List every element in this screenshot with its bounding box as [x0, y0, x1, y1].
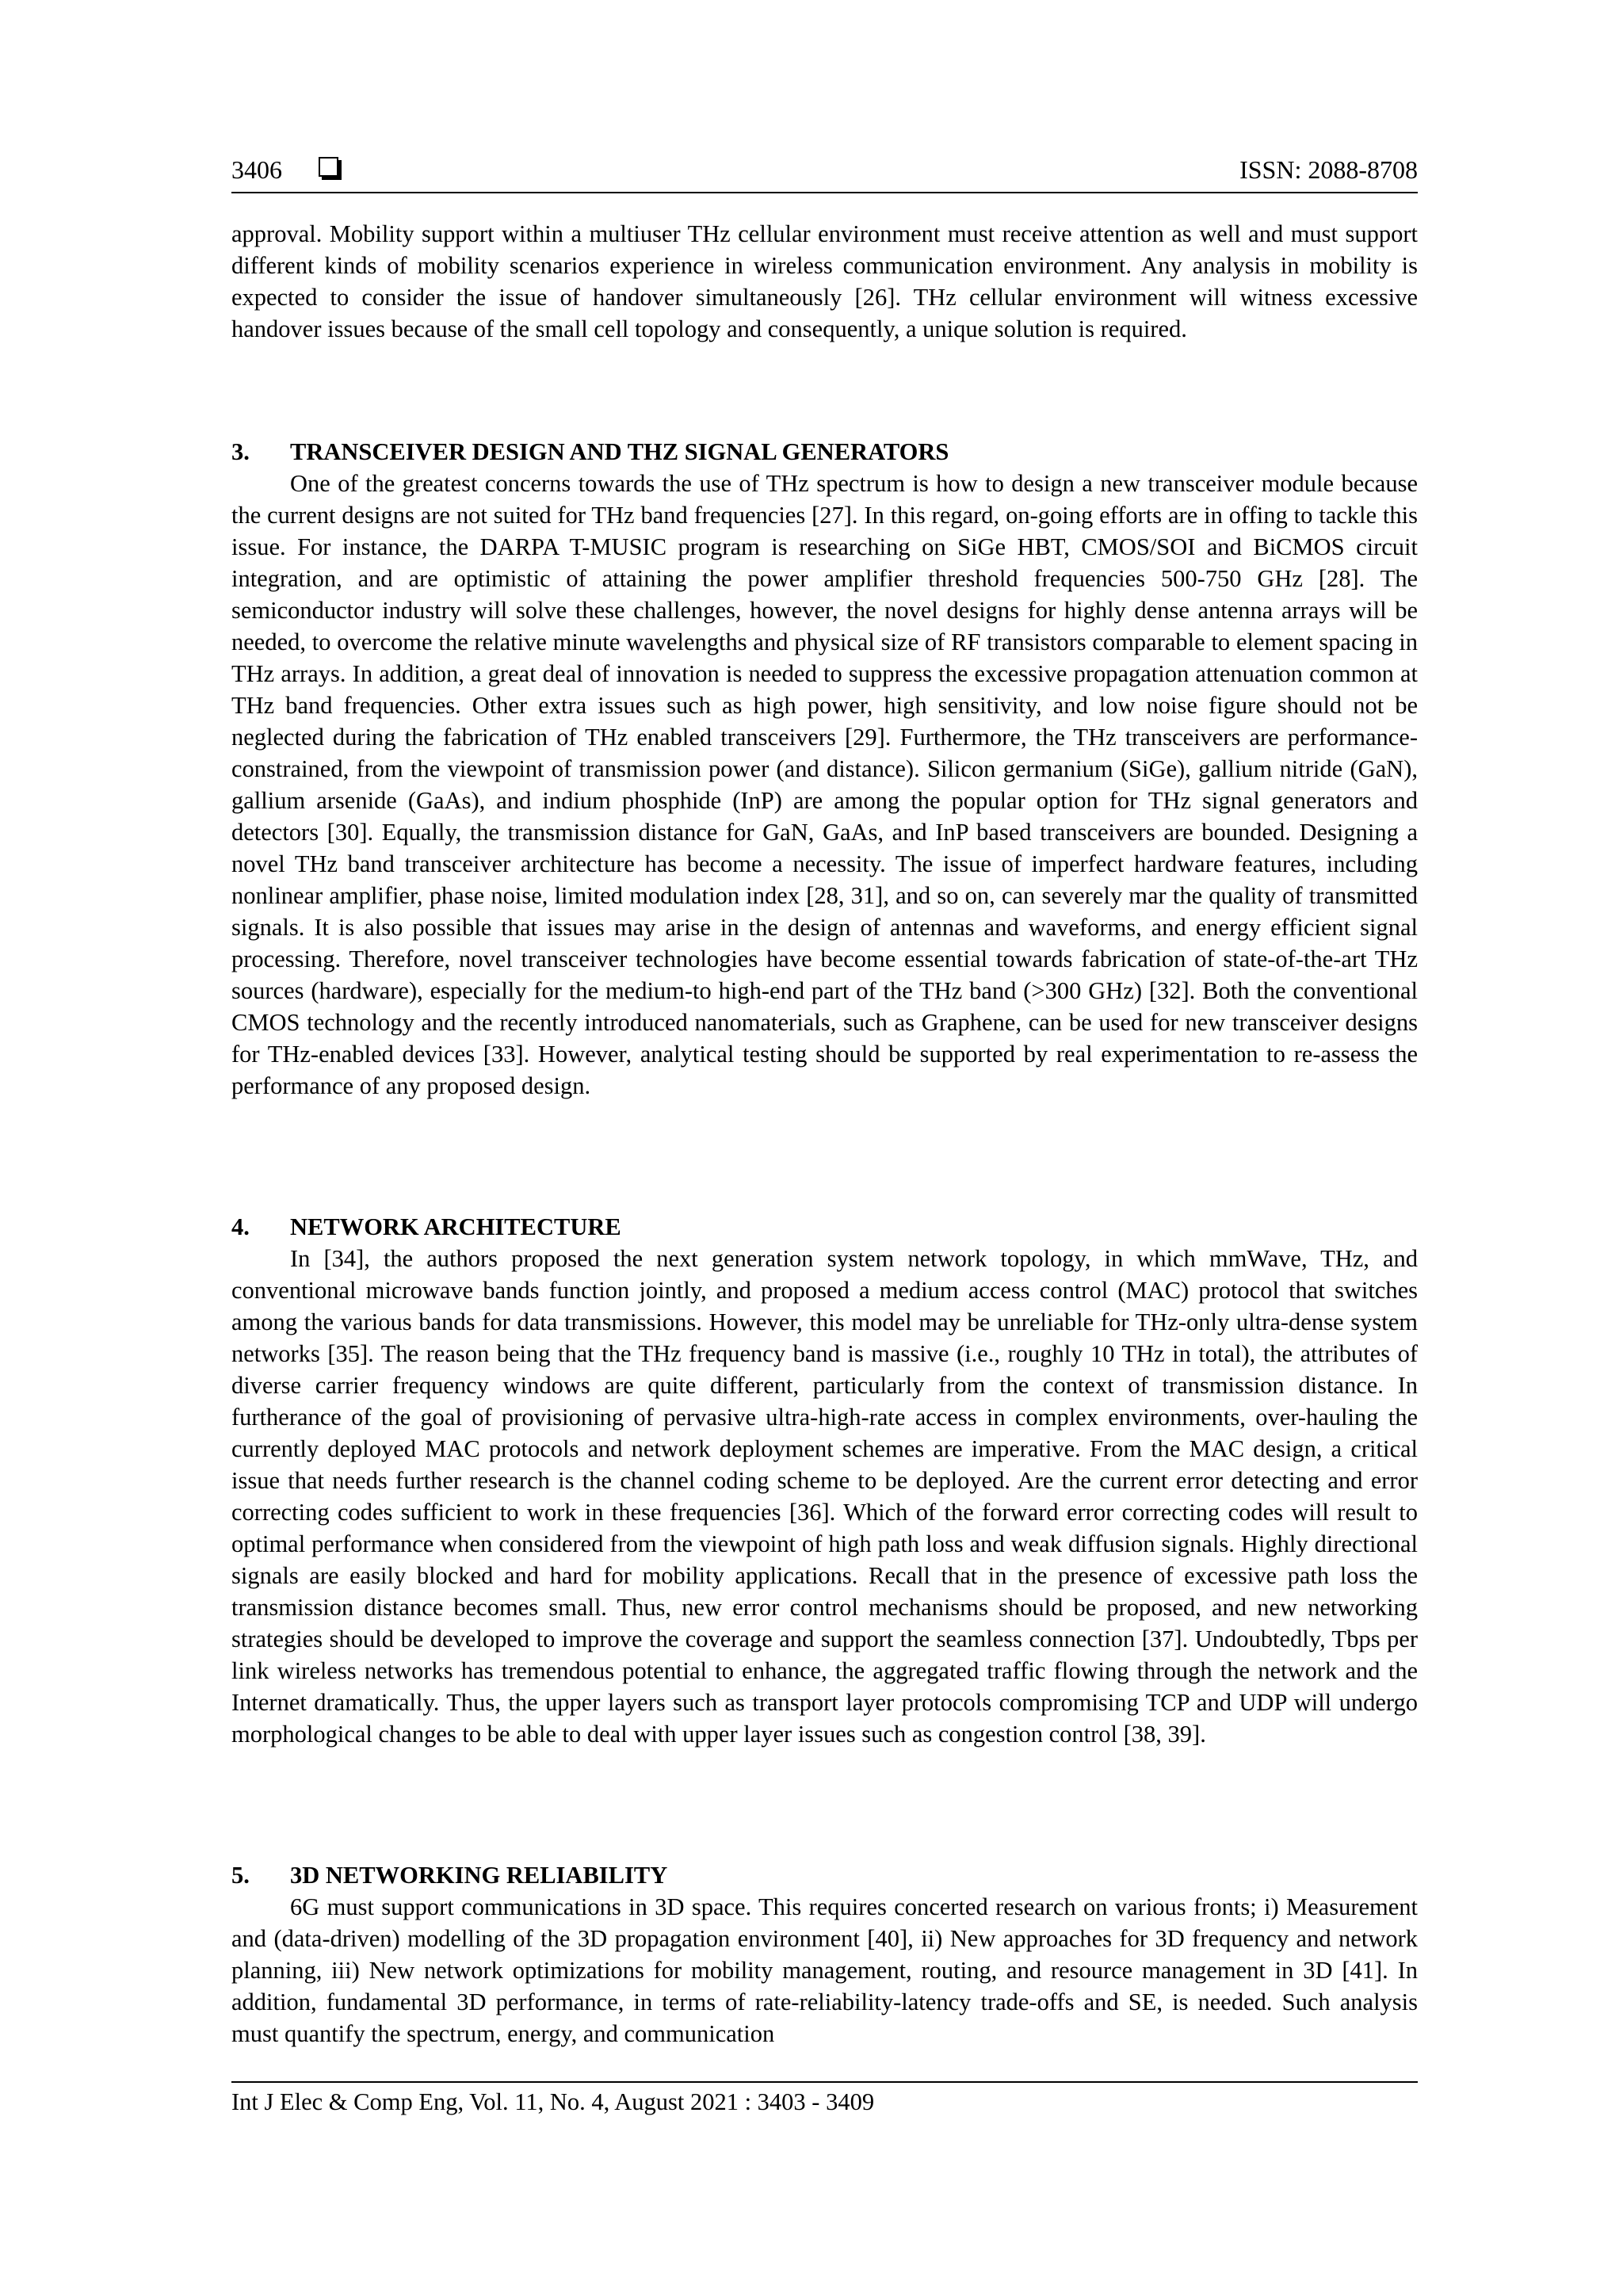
square-box-icon [319, 157, 338, 177]
section-3-paragraph: One of the greatest concerns towards the use of THz spectrum is how to design a new transceiver module because the current designs are not suited for THz band frequencies [27]. In this regard, on-going efforts are in offing to tackle this issue. For instance, the DARPA T-MUSIC program is researching on SiGe HBT, CMOS/SOI and BiCMOS circuit integration, and are optimistic of attaining the power amplifier threshold frequencies 500-750 GHz [28]. The semiconductor industry will solve these challenges, however, the novel designs for highly dense antenna arrays will be needed, to overcome the relative minute wavelengths and physical size of RF transistors comparable to element spacing in THz arrays. In addition, a great deal of innovation is needed to suppress the excessive propagation attenuation common at THz band frequencies. Other extra issues such as high power, high sensitivity, and low noise figure should not be neglected during the fabrication of THz enabled transceivers [29]. Furthermore, the THz transceivers are performance-constrained, from the viewpoint of transmission power (and distance). Silicon germanium (SiGe), gallium nitride (GaN), gallium arsenide (GaAs), and indium phosphide (InP) are among the popular option for THz signal generators and detectors [30]. Equally, the transmission distance for GaN, GaAs, and InP based transceivers are bounded. Designing a novel THz band transceiver architecture has become a necessity. The issue of imperfect hardware features, including nonlinear amplifier, phase noise, limited modulation index [28, 31], and so on, can severely mar the quality of transmitted signals. It is also possible that issues may arise in the design of antennas and waveforms, and energy efficient signal processing. Therefore, novel transceiver technologies have become essential towards fabrication of state-of-the-art THz sources (hardware), especially for the medium-to high-end part of the THz band (>300 GHz) [32]. Both the conventional CMOS technology and the recently introduced nanomaterials, such as Graphene, can be used for new transceiver designs for THz-enabled devices [33]. However, analytical testing should be supported by real experimentation to re-assess the performance of any proposed design. [231, 470, 1418, 1099]
section-5-paragraph: 6G must support communications in 3D space. This requires concerted research on various fronts; i) Measurement and (data-driven) modelling of the 3D propagation environment [40], ii) New approaches for 3D frequency and network planning, iii) New network optimizations for mobility management, routing, and resource management in 3D [41]. In addition, fundamental 3D performance, in terms of rate-reliability-latency trade-offs and SE, is needed. Such analysis must quantify the spectrum, energy, and communication [231, 1893, 1418, 2047]
section-title-text: 3D NETWORKING RELIABILITY [290, 1862, 668, 1889]
section-heading-3 [231, 436, 1418, 468]
section-title-text: NETWORK ARCHITECTURE [290, 1213, 621, 1240]
page-footer [231, 2081, 1418, 2118]
section-number: 3. [231, 438, 250, 465]
section-4-paragraph: In [34], the authors proposed the next generation system network topology, in which mmWave, THz, and conventional microwave bands function jointly, and proposed a medium access control (MAC) protocol that switches among the various bands for data transmissions. However, this model may be unreliable for THz-only ultra-dense system networks [35]. The reason being that the THz frequency band is massive (i.e., roughly 10 THz in total), the attributes of diverse carrier frequency windows are quite different, particularly from the context of transmission distance. In furtherance of the goal of provisioning of pervasive ultra-high-rate access in complex environments, over-hauling the currently deployed MAC protocols and network deployment schemes are imperative. From the MAC design, a critical issue that needs further research is the channel coding scheme to be deployed. Are the current error detecting and error correcting codes sufficient to work in these frequencies [36]. Which of the forward error correcting codes will result to optimal performance when considered from the viewpoint of high path loss and weak diffusion signals. Highly directional signals are easily blocked and hard for mobility applications. Recall that in the presence of excessive path loss the transmission distance becomes small. Thus, new error control mechanisms should be proposed, and new networking strategies should be developed to improve the coverage and support the seamless connection [37]. Undoubtedly, Tbps per link wireless networks has tremendous potential to enhance, the aggregated traffic flowing through the network and the Internet dramatically. Thus, the upper layers such as transport layer protocols compromising TCP and UDP will undergo morphological changes to be able to deal with upper layer issues such as congestion control [38, 39]. [231, 1245, 1418, 1748]
footer-citation: Int J Elec & Comp Eng, Vol. 11, No. 4, August 2021 : 3403 - 3409 [231, 2088, 875, 2115]
section-title-text: TRANSCEIVER DESIGN AND THZ SIGNAL GENERATORS [290, 438, 949, 465]
page-number: 3406 [231, 155, 282, 184]
page-header [231, 154, 1418, 193]
section-heading-4 [231, 1211, 1418, 1243]
section-number: 5. [231, 1862, 250, 1889]
section-number: 4. [231, 1213, 250, 1240]
issn-label: ISSN: 2088-8708 [1239, 155, 1418, 184]
intro-paragraph: approval. Mobility support within a multiuser THz cellular environment must receive attention as well and must support different kinds of mobility scenarios experience in wireless communication environment. Any analysis in mobility is expected to consider the issue of handover simultaneously [26]. THz cellular environment will witness excessive handover issues because of the small cell topology and consequently, a unique solution is required. [231, 220, 1418, 342]
section-heading-5 [231, 1859, 1418, 1891]
